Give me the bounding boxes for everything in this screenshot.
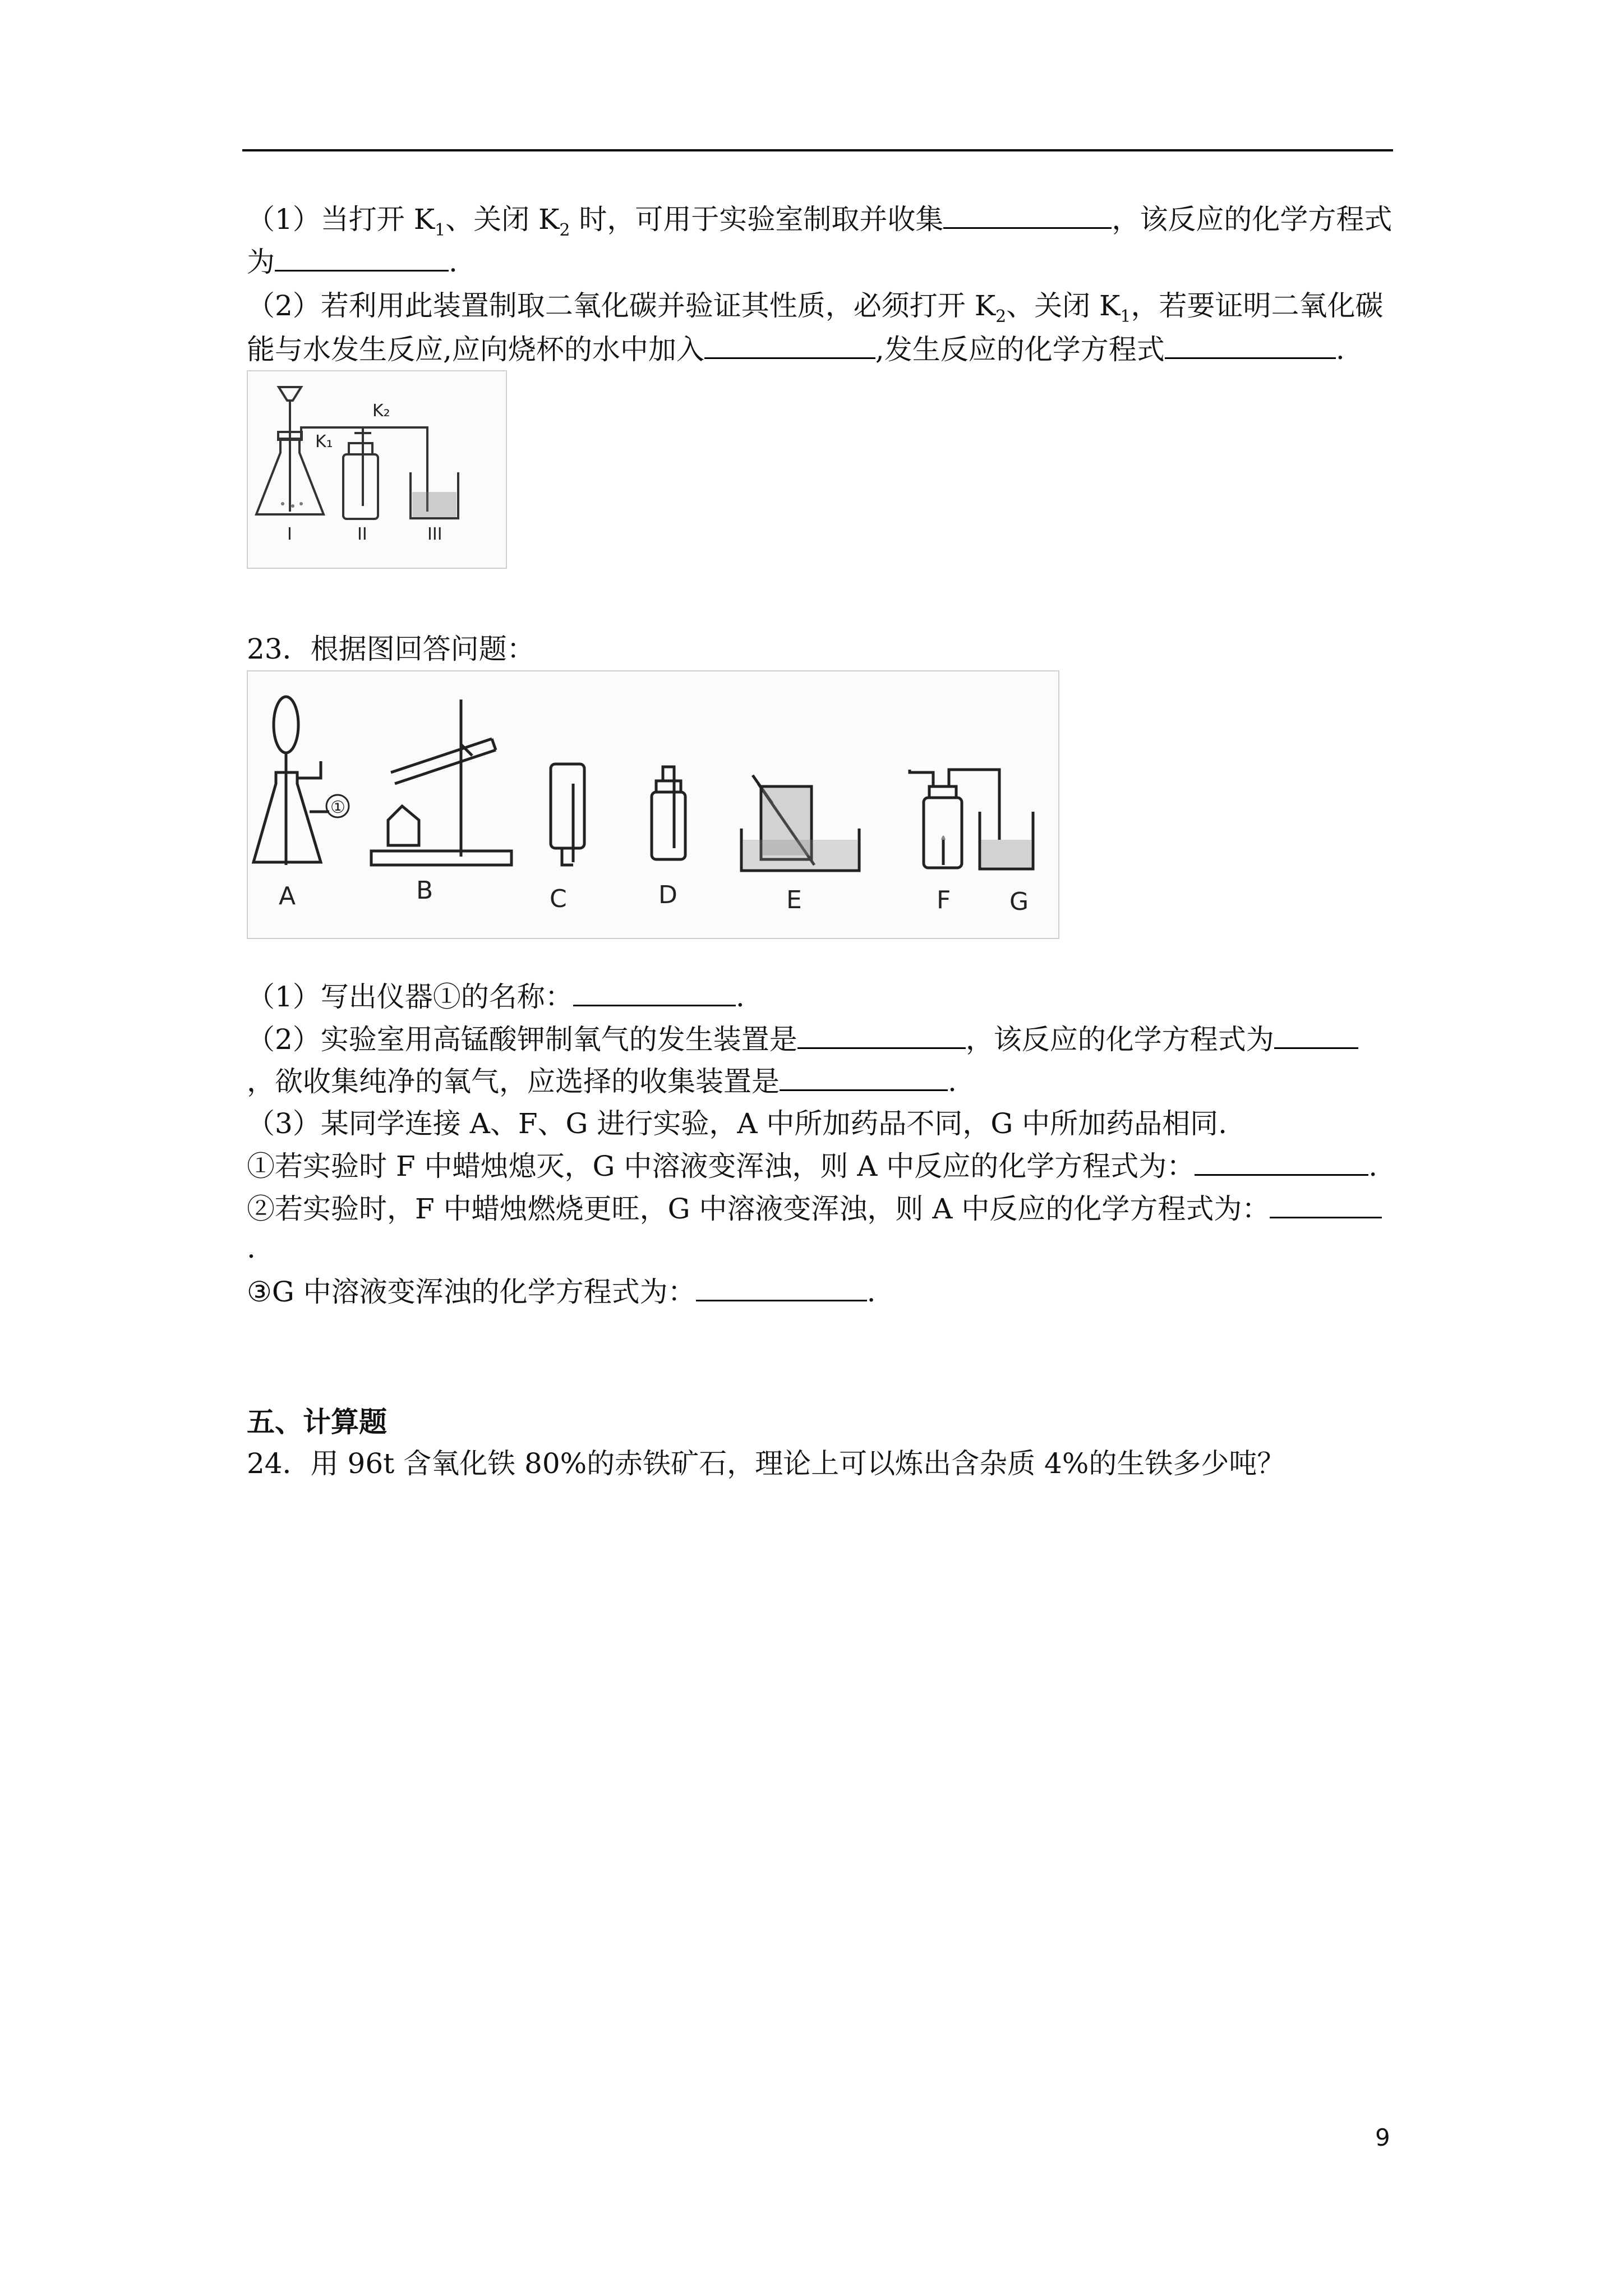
answer-blank[interactable] bbox=[780, 1064, 948, 1091]
answer-blank[interactable] bbox=[797, 1022, 966, 1049]
header-rule bbox=[242, 149, 1393, 151]
k1-label: K₁ bbox=[315, 432, 333, 452]
answer-blank[interactable] bbox=[1195, 1148, 1368, 1176]
q22-apparatus-figure bbox=[247, 370, 507, 569]
label-iii: III bbox=[427, 524, 442, 544]
answer-blank[interactable] bbox=[1165, 332, 1336, 359]
section-heading: 五、计算题 bbox=[247, 1406, 387, 1438]
q22-part2-line2: 能与水发生反应,应向烧杯的水中加入 ,发生反应的化学方程式 . bbox=[247, 330, 1345, 369]
answer-blank[interactable] bbox=[696, 1274, 867, 1301]
answer-blank[interactable] bbox=[1270, 1191, 1382, 1218]
label-i: I bbox=[287, 524, 292, 544]
label-g: G bbox=[1009, 887, 1029, 916]
q23-part3-sub2-end: . bbox=[247, 1232, 256, 1264]
q22-part1-line2: 为 . bbox=[247, 242, 458, 282]
q23-apparatus-figure bbox=[247, 670, 1059, 939]
k2-label: K₂ bbox=[372, 401, 390, 421]
answer-blank[interactable] bbox=[1274, 1022, 1358, 1049]
marker-1-label: ① bbox=[330, 798, 345, 817]
q23-part1: （1）写出仪器①的名称： . bbox=[247, 977, 745, 1016]
q23-part3-intro: （3）某同学连接 A、F、G 进行实验，A 中所加药品不同，G 中所加药品相同. bbox=[247, 1107, 1228, 1140]
label-d: D bbox=[658, 881, 677, 909]
label-ii: II bbox=[357, 524, 367, 544]
label-f: F bbox=[937, 886, 951, 914]
q23-part3-sub1: ①若实验时 F 中蜡烛熄灭，G 中溶液变浑浊，则 A 中反应的化学方程式为： . bbox=[247, 1147, 1377, 1186]
q23-part2-line1: （2）实验室用高锰酸钾制氧气的发生装置是 ，该反应的化学方程式为 bbox=[247, 1020, 1358, 1059]
q23-part3-sub2: ②若实验时，F 中蜡烛燃烧更旺，G 中溶液变浑浊，则 A 中反应的化学方程式为： bbox=[247, 1189, 1382, 1228]
answer-blank[interactable] bbox=[943, 201, 1112, 229]
q22-part1-line1: （1）当打开 $K_1$、关闭 $K_2$ 时，可用于实验室制取并收集 ，该反应的化学方程式 bbox=[247, 200, 1392, 250]
label-e: E bbox=[786, 886, 802, 914]
label-b: B bbox=[416, 876, 434, 905]
q23-part3-sub3: ③G 中溶液变浑浊的化学方程式为： . bbox=[247, 1272, 876, 1312]
q23-title: 23．根据图回答问题： bbox=[247, 633, 535, 665]
label-a: A bbox=[279, 882, 296, 910]
q24-text: 24．用 96t 含氧化铁 80%的赤铁矿石，理论上可以炼出含杂质 4%的生铁多少吨？ bbox=[247, 1447, 1285, 1480]
page-number: 9 bbox=[1375, 2124, 1390, 2151]
q22-part2-line1: （2）若利用此装置制取二氧化碳并验证其性质，必须打开 $K_2$、关闭 $K_1$，若要证明二氧化碳 bbox=[247, 289, 1384, 326]
q23-part2-line2: ，欲收集纯净的氧气，应选择的收集装置是 . bbox=[247, 1062, 957, 1101]
answer-blank[interactable] bbox=[275, 244, 449, 272]
answer-blank[interactable] bbox=[573, 979, 736, 1006]
answer-blank[interactable] bbox=[704, 332, 875, 359]
label-c: C bbox=[550, 885, 567, 913]
